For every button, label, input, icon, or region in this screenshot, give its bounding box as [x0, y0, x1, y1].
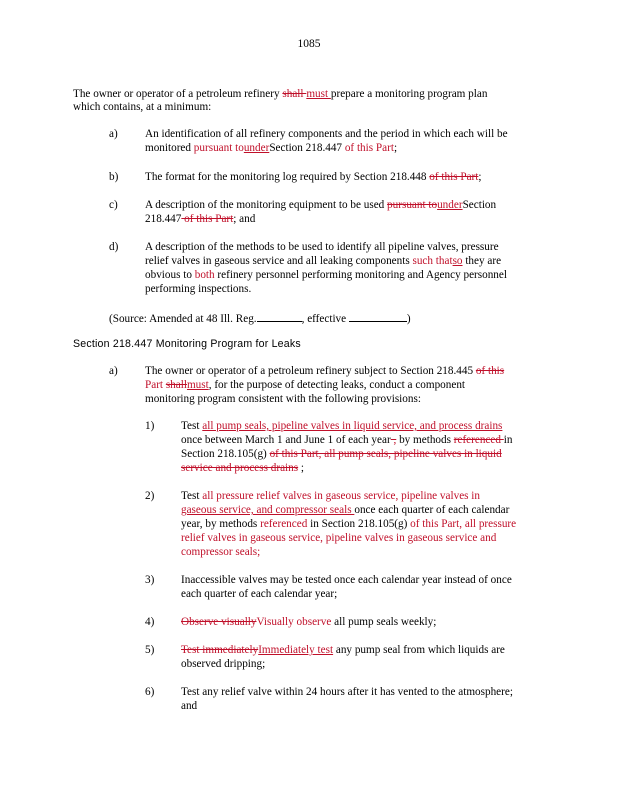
prov-3-line-1: Inaccessible valves may be tested once each calendar year instead of once [181, 574, 512, 586]
prov-5-line-2: observed dripping; [181, 658, 266, 670]
prov-2-line-2: gaseous service, and compressor seals once each quarter of each calendar [181, 504, 510, 516]
item-label: 3) [145, 574, 155, 586]
item-c-line-2: 218.447 of this Part; and [145, 213, 256, 225]
item-label: 5) [145, 644, 155, 656]
source-note: (Source: Amended at 48 Ill. Reg. , effective ) [109, 313, 411, 325]
prov-2-line-3: year, by methods referenced in Section 218.105(g) of this Part, all pressure [181, 518, 517, 530]
deleted-text: shall [282, 88, 307, 100]
text: The owner or operator of a petroleum refinery [73, 88, 283, 100]
prov-2-line-1: Test all pressure relief valves in gaseous service, pipeline valves in [181, 490, 481, 502]
item-label: d) [109, 241, 119, 253]
item-label: 2) [145, 490, 155, 502]
section-a-line-3: monitoring program consistent with the following provisions: [145, 393, 421, 405]
prov-1-line-1: Test all pump seals, pipeline valves in liquid service, and process drains [181, 420, 503, 432]
prov-4-line-1: Observe visuallyVisually observe all pump seals weekly; [181, 616, 437, 628]
item-b-line-1: The format for the monitoring log required by Section 218.448 of this Part; [145, 171, 482, 183]
item-label: c) [109, 199, 118, 211]
section-heading: Section 218.447 Monitoring Program for Leaks [73, 338, 301, 350]
item-label: a) [109, 128, 118, 140]
prov-1-line-4: service and process drains ; [181, 462, 305, 474]
item-d-line-2: relief valves in gaseous service and all leaking components such thatso they are [145, 255, 502, 267]
section-a-line-2: Part shallmust, for the purpose of detecting leaks, conduct a component [145, 379, 466, 391]
prov-6-line-2: and [181, 700, 198, 712]
prov-1-line-2: once between March 1 and June 1 of each year , by methods referenced in [181, 434, 513, 446]
blank-line [349, 311, 407, 322]
prov-5-line-1: Test immediatelyImmediately test any pump seal from which liquids are [181, 644, 505, 656]
prov-6-line-1: Test any relief valve within 24 hours after it has vented to the atmosphere; [181, 686, 513, 698]
item-a-line-1: An identification of all refinery components and the period in which each will be [145, 128, 508, 140]
section-a-line-1: The owner or operator of a petroleum refinery subject to Section 218.445 of this [145, 365, 505, 377]
item-d-line-1: A description of the methods to be used to identify all pipeline valves, pressure [145, 241, 499, 253]
item-d-line-3: obvious to both refinery personnel performing monitoring and Agency personnel [145, 269, 507, 281]
blank-line [257, 311, 302, 322]
prov-2-line-4: relief valves in gaseous service, pipeline valves in gaseous service and [181, 532, 497, 544]
inserted-text: must [306, 88, 331, 100]
text: prepare a monitoring program plan [330, 88, 488, 100]
item-d-line-4: performing inspections. [145, 283, 252, 295]
prov-1-line-3: Section 218.105(g) of this Part, all pump seals, pipeline valves in liquid [181, 448, 502, 460]
item-label: 6) [145, 686, 155, 698]
item-label: b) [109, 171, 119, 183]
intro-line-2: which contains, at a minimum: [73, 101, 212, 113]
item-label: 1) [145, 420, 155, 432]
intro-line-1 [73, 88, 487, 102]
prov-2-line-5: compressor seals; [181, 546, 261, 558]
prov-3-line-2: each quarter of each calendar year; [181, 588, 338, 600]
item-a-line-2: monitored pursuant tounderSection 218.447 of this Part; [145, 142, 398, 154]
item-c-line-1: A description of the monitoring equipment to be used pursuant tounderSection [145, 199, 497, 211]
item-label: a) [109, 365, 118, 377]
page-number: 1085 [297, 38, 321, 50]
item-label: 4) [145, 616, 155, 628]
